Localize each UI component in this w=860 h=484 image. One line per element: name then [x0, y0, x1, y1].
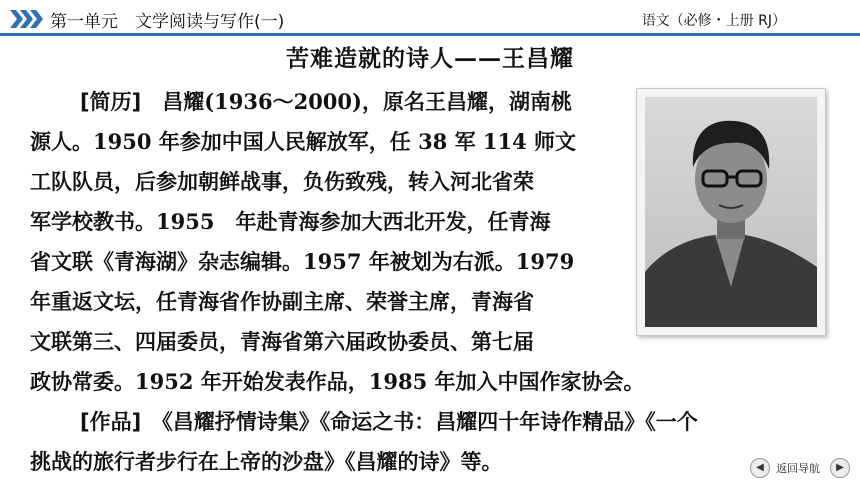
bio-line: 军学校教书。1955 年赴青海参加大西北开发，任青海 [30, 209, 551, 234]
chevron-left-icon[interactable]: ◀ [750, 458, 770, 478]
author-photo [636, 88, 826, 336]
bio-line: 文联第三、四届委员，青海省第六届政协委员、第七届 [30, 329, 534, 354]
bio-line: 源人。1950 年参加中国人民解放军，任 38 军 114 师文 [30, 129, 577, 154]
bio-line: 年重返文坛，任青海省作协副主席、荣誉主席，青海省 [30, 289, 534, 314]
bio-line: 工队队员，后参加朝鲜战事，负伤致残，转入河北省荣 [30, 169, 534, 194]
return-navigation[interactable] [750, 456, 850, 478]
bio-paragraph [30, 82, 645, 402]
portrait-image [645, 97, 817, 327]
subject-label: 语文（必修・上册 RJ） [641, 13, 786, 29]
works-tag: [作品] [80, 410, 142, 434]
works-line: 挑战的旅行者步行在上帝的沙盘》《昌耀的诗》等。 [30, 449, 503, 474]
bio-line: [简历] 昌耀(1936～2000)，原名王昌耀，湖南桃 [80, 89, 572, 114]
return-nav-label[interactable]: 返回导航 [776, 462, 820, 475]
bio-line: 政协常委。1952 年开始发表作品，1985 年加入中国作家协会。 [30, 369, 645, 394]
chapter-title: 第一单元 文学阅读与写作(一) [50, 12, 285, 32]
works-line: [作品] 《昌耀抒情诗集》《命运之书：昌耀四十年诗作精品》《一个 [80, 409, 698, 434]
content-body [30, 82, 698, 482]
bio-tag: [简历] [80, 90, 142, 114]
chevron-right-icon[interactable]: ▶ [830, 458, 850, 478]
slide-header [0, 0, 860, 36]
page-title: 苦难造就的诗人——王昌耀 [286, 45, 574, 72]
works-paragraph [30, 402, 698, 482]
bio-line: 省文联《青海湖》杂志编辑。1957 年被划为右派。1979 [30, 249, 575, 274]
triple-chevron-icon [10, 8, 44, 30]
header-divider [0, 33, 860, 36]
